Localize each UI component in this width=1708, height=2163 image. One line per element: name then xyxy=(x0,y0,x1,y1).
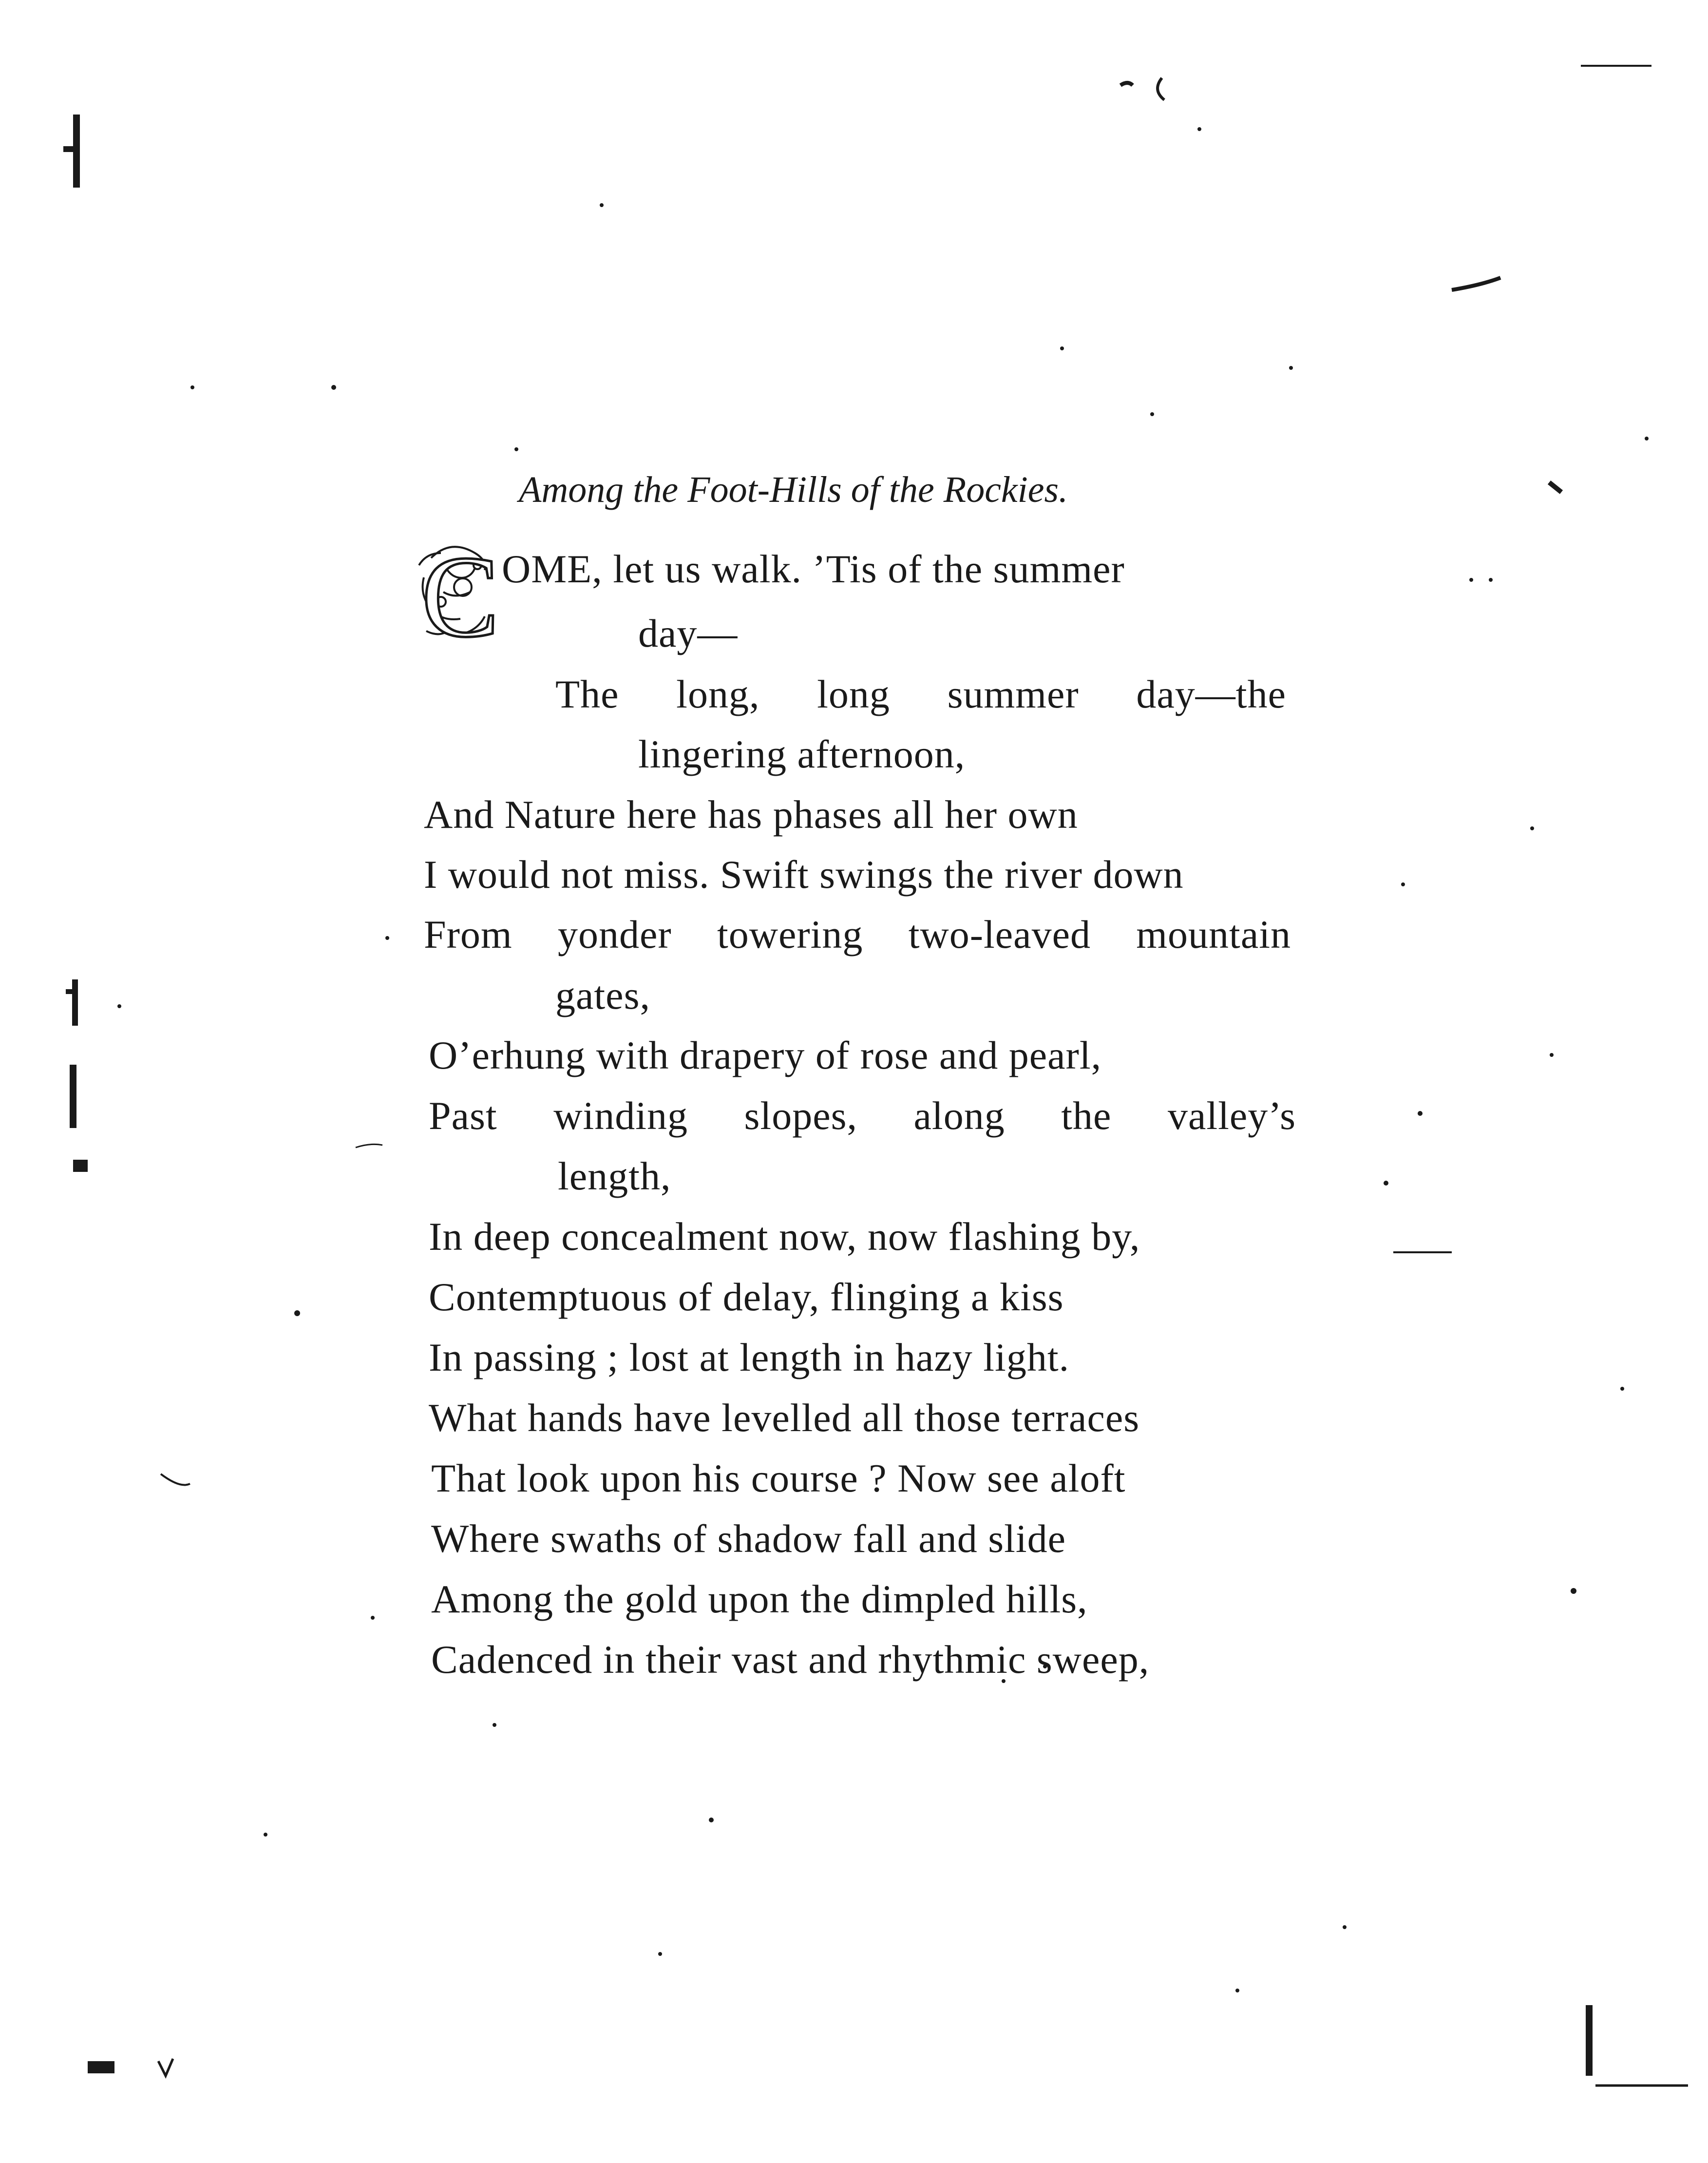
poem-line: The long, long summer day—the xyxy=(555,672,1286,716)
poem-line: And Nature here has phases all her own xyxy=(424,792,1078,837)
poem-line: day— xyxy=(638,611,738,655)
poem-line: length, xyxy=(558,1154,671,1198)
poem-line: O’erhung with drapery of rose and pearl, xyxy=(429,1033,1102,1077)
poem-line: In deep concealment now, now flashing by, xyxy=(429,1214,1140,1259)
poem-line: OME, let us walk. ’Tis of the summer xyxy=(502,547,1125,591)
poem-line: That look upon his course ? Now see aloft xyxy=(431,1456,1126,1500)
poem-line: What hands have levelled all those terraces xyxy=(429,1396,1140,1440)
poem-line: From yonder towering two-leaved mountain xyxy=(424,912,1291,957)
poem-line: Where swaths of shadow fall and slide xyxy=(431,1516,1066,1561)
poem-line: I would not miss. Swift swings the river down xyxy=(424,852,1184,897)
poem-line: Among the gold upon the dimpled hills, xyxy=(431,1577,1088,1621)
poem-line: lingering afternoon, xyxy=(638,732,966,776)
poem-line: Past winding slopes, along the valley’s xyxy=(429,1093,1296,1138)
poem-line: Cadenced in their vast and rhythmic sweep, xyxy=(431,1637,1150,1682)
poem-line: In passing ; lost at length in hazy light. xyxy=(429,1335,1070,1379)
drop-cap-letter: C xyxy=(421,538,500,648)
poem-line: Contemptuous of delay, flinging a kiss xyxy=(429,1275,1064,1319)
poem-title: Among the Foot-Hills of the Rockies. xyxy=(519,469,1068,510)
poem-line: gates, xyxy=(555,973,650,1017)
